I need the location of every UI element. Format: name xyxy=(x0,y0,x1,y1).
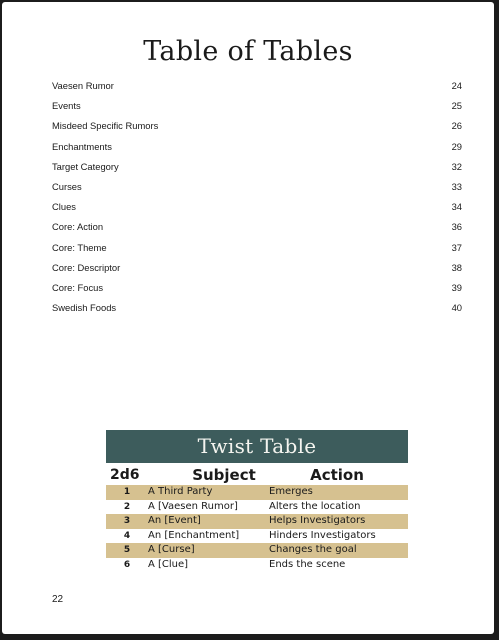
toc-entry[interactable] xyxy=(52,140,462,160)
toc-entry[interactable] xyxy=(52,79,462,99)
toc-entry-label: Core: Descriptor xyxy=(52,261,121,273)
subject-cell: A [Clue] xyxy=(148,558,189,570)
toc-entry[interactable] xyxy=(52,301,462,321)
subject-cell: An [Enchantment] xyxy=(148,529,240,541)
die-result: 5 xyxy=(123,545,131,556)
toc-entry-label: Core: Theme xyxy=(52,241,107,253)
die-column-header: 2d6 xyxy=(110,467,140,483)
toc-entry[interactable] xyxy=(52,220,462,240)
subject-cell: A [Vaesen Rumor] xyxy=(148,500,238,512)
toc-entry-page: 32 xyxy=(451,160,462,172)
action-column-header: Action xyxy=(310,466,364,484)
toc-entry[interactable] xyxy=(52,200,462,220)
toc-entry-page: 37 xyxy=(451,241,462,253)
toc-entry-label: Enchantments xyxy=(52,140,112,152)
action-cell: Hinders Investigators xyxy=(269,529,376,541)
page-number: 22 xyxy=(52,594,64,605)
die-result: 4 xyxy=(123,530,131,541)
subject-cell: A [Curse] xyxy=(148,544,195,556)
toc-entry-page: 40 xyxy=(451,302,462,314)
toc-entry[interactable] xyxy=(52,99,462,119)
table-row xyxy=(106,558,408,573)
subject-cell: An [Event] xyxy=(148,515,201,527)
toc-entry-label: Vaesen Rumor xyxy=(52,80,114,91)
table-row xyxy=(106,500,408,515)
toc-entry[interactable] xyxy=(52,281,462,301)
die-result: 1 xyxy=(123,487,131,497)
toc-entry[interactable] xyxy=(52,241,462,261)
table-row xyxy=(106,485,408,500)
toc-entry-page: 34 xyxy=(451,201,462,213)
document-page xyxy=(2,2,494,634)
action-cell: Emerges xyxy=(269,486,313,497)
page-title: Table of Tables xyxy=(143,36,353,67)
toc-entry[interactable] xyxy=(52,160,462,180)
toc-entry-label: Events xyxy=(52,100,81,112)
table-row xyxy=(106,529,408,544)
die-result: 6 xyxy=(123,559,131,570)
toc-entry-label: Core: Focus xyxy=(52,281,104,293)
subject-cell: A Third Party xyxy=(148,486,213,497)
toc-entry-label: Target Category xyxy=(52,160,119,172)
twist-table xyxy=(106,430,408,573)
toc-entry[interactable] xyxy=(52,261,462,281)
toc-entry-page: 38 xyxy=(451,261,462,273)
die-result: 3 xyxy=(123,516,131,527)
toc-entry-page: 24 xyxy=(451,80,462,91)
table-of-contents xyxy=(52,79,462,321)
toc-entry-page: 25 xyxy=(451,100,462,112)
toc-entry-page: 29 xyxy=(451,140,462,152)
toc-entry-page: 33 xyxy=(451,180,462,192)
toc-entry-label: Clues xyxy=(52,201,76,213)
toc-entry-page: 39 xyxy=(451,281,462,293)
table-row xyxy=(106,543,408,558)
twist-table-title: Twist Table xyxy=(106,430,408,463)
action-cell: Ends the scene xyxy=(269,558,346,570)
toc-entry-label: Core: Action xyxy=(52,221,104,233)
action-cell: Helps Investigators xyxy=(269,515,366,527)
toc-entry[interactable] xyxy=(52,119,462,139)
toc-entry-page: 26 xyxy=(451,120,462,132)
toc-entry-label: Curses xyxy=(52,180,82,192)
action-cell: Alters the location xyxy=(269,500,361,512)
die-result: 2 xyxy=(123,501,131,512)
toc-entry-page: 36 xyxy=(451,221,462,233)
table-row xyxy=(106,514,408,529)
twist-table-header xyxy=(106,465,408,485)
toc-entry[interactable] xyxy=(52,180,462,200)
subject-column-header: Subject xyxy=(192,466,256,484)
toc-entry-label: Misdeed Specific Rumors xyxy=(52,120,159,132)
action-cell: Changes the goal xyxy=(269,544,357,556)
toc-entry-label: Swedish Foods xyxy=(52,302,117,314)
